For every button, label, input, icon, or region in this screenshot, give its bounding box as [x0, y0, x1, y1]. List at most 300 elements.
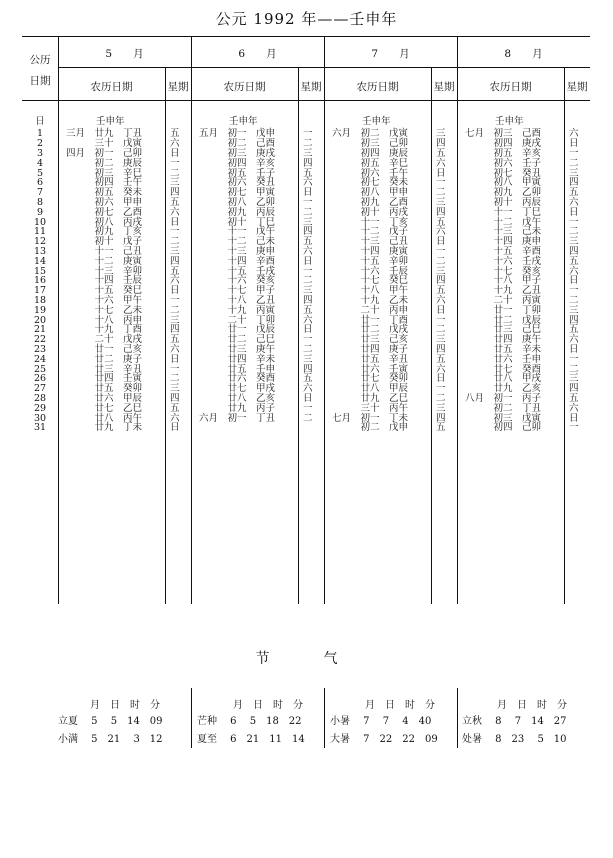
day-number: 14 [33, 256, 47, 267]
weekday: 四 [569, 315, 579, 326]
weekday: 五 [436, 285, 446, 296]
weekday: 六 [436, 364, 446, 375]
weekday: 四 [303, 158, 313, 169]
day-number: 7 [36, 187, 44, 198]
header-nongli-5: 农历日期 [90, 81, 133, 93]
day-column-header: 日 [35, 116, 45, 127]
lunar-date: 廿八 乙亥 [199, 393, 276, 404]
lunar-date: 四月 初一 己卯 [66, 148, 143, 159]
weekday: 五 [569, 256, 579, 267]
lunar-date: 廿二 戊戌 [332, 324, 409, 335]
weekday: 六 [303, 315, 313, 326]
lunar-date: 廿六 癸酉 [199, 373, 276, 384]
lunar-date: 十六 壬戌 [465, 256, 542, 267]
weekday: 六 [303, 383, 313, 394]
lunar-date: 初六 壬午 [332, 168, 409, 179]
lunar-date: 七月 初三 己酉 [465, 128, 542, 139]
lunar-date: 廿三 己巳 [465, 324, 542, 335]
lunar-date: 初二 丁丑 [465, 403, 542, 414]
divider-m6-m7 [324, 36, 325, 604]
header-month-7: 7 月 [371, 48, 410, 60]
lunar-date: 十四 庚申 [465, 236, 542, 247]
header-xingqi-6: 星期 [300, 81, 322, 93]
weekday: 六 [170, 413, 180, 424]
weekday: 一 [170, 158, 180, 169]
weekday: 日 [170, 354, 180, 365]
weekday: 三 [170, 383, 180, 394]
lunar-date: 十五 癸巳 [66, 285, 143, 296]
year-label: 壬申年 [229, 116, 258, 127]
day-number: 5 [36, 168, 44, 179]
lunar-date: 廿二 戊辰 [465, 315, 542, 326]
weekday: 五 [170, 403, 180, 414]
lunar-date: 初三 辛巳 [66, 168, 143, 179]
lunar-date: 初九 乙酉 [332, 197, 409, 208]
lunar-date: 初八 乙卯 [199, 197, 276, 208]
day-number: 9 [36, 207, 44, 218]
lunar-date: 十八 乙丑 [199, 295, 276, 306]
weekday: 一 [436, 383, 446, 394]
weekday: 日 [170, 217, 180, 228]
day-number: 12 [33, 236, 47, 247]
weekday: 五 [436, 217, 446, 228]
weekday: 三 [569, 168, 579, 179]
lunar-date: 廿一 己亥 [66, 344, 143, 355]
weekday: 一 [569, 422, 579, 433]
weekday: 五 [569, 187, 579, 198]
lunar-date: 三十 戊寅 [66, 138, 143, 149]
weekday: 二 [569, 295, 579, 306]
lunar-date: 廿五 癸卯 [66, 383, 143, 394]
day-number: 4 [36, 158, 44, 169]
day-number: 3 [36, 148, 44, 159]
lunar-date: 廿一 丁酉 [332, 315, 409, 326]
lunar-date: 六月 初二 戊寅 [332, 128, 409, 139]
lunar-date: 十二 己未 [199, 236, 276, 247]
weekday: 二 [569, 158, 579, 169]
lunar-date: 十二 戊午 [465, 217, 542, 228]
day-number: 21 [33, 324, 47, 335]
year-label: 壬申年 [362, 116, 391, 127]
weekday: 一 [569, 354, 579, 365]
lunar-date: 十一 戊午 [199, 226, 276, 237]
day-number: 30 [33, 413, 47, 424]
weekday: 四 [569, 246, 579, 257]
lunar-date: 十五 辛卯 [332, 256, 409, 267]
weekday: 四 [303, 226, 313, 237]
day-number: 23 [33, 344, 47, 355]
weekday: 四 [569, 177, 579, 188]
lunar-date: 初八 甲寅 [465, 177, 542, 188]
weekday: 五 [436, 354, 446, 365]
lunar-date: 十九 乙未 [332, 295, 409, 306]
lunar-date: 廿六 甲辰 [66, 393, 143, 404]
lunar-date: 廿一 丁卯 [465, 305, 542, 316]
jieqi-mangzhong: 芒种 6 5 18 22 [197, 716, 302, 727]
lunar-date: 三月 廿九 丁丑 [66, 128, 143, 139]
weekday: 二 [170, 373, 180, 384]
weekday: 二 [303, 207, 313, 218]
weekday: 日 [436, 373, 446, 384]
jieqi-col-header-2: 月 日 时 分 [233, 700, 303, 711]
lunar-date: 十二 戊子 [332, 226, 409, 237]
day-number: 19 [33, 305, 47, 316]
weekday: 五 [303, 168, 313, 179]
weekday: 三 [303, 148, 313, 159]
divider-m7-m8 [457, 36, 458, 604]
lunar-date: 初六 甲申 [66, 197, 143, 208]
weekday: 三 [436, 197, 446, 208]
lunar-date: 廿七 癸酉 [465, 364, 542, 375]
divider-m7-week [431, 67, 432, 604]
header-month-5: 5 月 [105, 48, 144, 60]
weekday: 日 [436, 236, 446, 247]
year-label: 壬申年 [495, 116, 524, 127]
lunar-date: 初十 丁巳 [199, 217, 276, 228]
lunar-date: 二十 丙申 [332, 305, 409, 316]
weekday: 二 [303, 413, 313, 424]
weekday: 二 [436, 256, 446, 267]
jieqi-col-header-4: 月 日 时 分 [497, 700, 567, 711]
weekday: 日 [569, 413, 579, 424]
day-number: 13 [33, 246, 47, 257]
day-number: 8 [36, 197, 44, 208]
lunar-date: 初六 壬子 [465, 158, 542, 169]
lunar-date: 廿六 壬寅 [332, 364, 409, 375]
weekday: 三 [303, 354, 313, 365]
day-number: 20 [33, 315, 47, 326]
lunar-date: 初二 戊申 [332, 422, 409, 433]
day-number: 25 [33, 364, 47, 375]
weekday: 一 [569, 285, 579, 296]
weekday: 六 [170, 207, 180, 218]
weekday: 三 [569, 236, 579, 247]
weekday: 日 [303, 187, 313, 198]
lunar-date: 十三 庚申 [199, 246, 276, 257]
lunar-date: 廿六 壬申 [465, 354, 542, 365]
lunar-date: 初十 丙辰 [465, 197, 542, 208]
divider-m6-week [298, 67, 299, 604]
weekday: 四 [170, 187, 180, 198]
jieqi-divider-1 [191, 688, 192, 748]
day-number: 24 [33, 354, 47, 365]
header-nongli-7: 农历日期 [356, 81, 399, 93]
jieqi-xiazhi: 夏至 6 21 11 14 [197, 734, 305, 745]
weekday: 六 [436, 158, 446, 169]
jieqi-col-header-1: 月 日 时 分 [90, 700, 160, 711]
jieqi-xiaoshu: 小暑 7 7 4 40 [330, 716, 432, 727]
jieqi-lixia: 立夏 5 5 14 09 [58, 716, 163, 727]
lunar-date: 十六 甲午 [66, 295, 143, 306]
weekday: 二 [170, 305, 180, 316]
jieqi-xiaoman: 小满 5 21 3 12 [58, 734, 163, 745]
lunar-date: 初三 己卯 [332, 138, 409, 149]
lunar-date: 廿四 庚子 [332, 344, 409, 355]
lunar-date: 初四 己卯 [465, 422, 542, 433]
weekday: 二 [436, 187, 446, 198]
lunar-date: 十三 辛卯 [66, 266, 143, 277]
day-number: 16 [33, 275, 47, 286]
lunar-date: 初三 戊寅 [465, 413, 542, 424]
day-number: 6 [36, 177, 44, 188]
weekday: 二 [436, 393, 446, 404]
lunar-date: 十八 甲午 [332, 285, 409, 296]
weekday: 二 [303, 138, 313, 149]
lunar-date: 初六 癸丑 [199, 177, 276, 188]
lunar-date: 十五 壬戌 [199, 266, 276, 277]
lunar-date: 十三 己未 [465, 226, 542, 237]
weekday: 一 [170, 364, 180, 375]
weekday: 三 [436, 334, 446, 345]
weekday: 六 [170, 344, 180, 355]
weekday: 一 [303, 403, 313, 414]
weekday: 五 [303, 373, 313, 384]
weekday: 五 [569, 324, 579, 335]
lunar-date: 八月 初一 丙子 [465, 393, 542, 404]
lunar-date: 十七 癸巳 [332, 275, 409, 286]
weekday: 三 [569, 305, 579, 316]
lunar-date: 廿八 丙午 [66, 413, 143, 424]
day-number: 10 [33, 217, 47, 228]
lunar-date: 廿五 辛未 [465, 344, 542, 355]
lunar-date: 廿九 乙巳 [332, 393, 409, 404]
lunar-date: 二十 丙寅 [465, 295, 542, 306]
weekday: 六 [303, 177, 313, 188]
lunar-date: 廿三 庚午 [199, 344, 276, 355]
lunar-date: 初九 乙卯 [465, 187, 542, 198]
day-number: 28 [33, 393, 47, 404]
lunar-date: 初七 乙酉 [66, 207, 143, 218]
weekday: 四 [569, 383, 579, 394]
lunar-date: 十八 甲子 [465, 275, 542, 286]
lunar-date: 十九 丙寅 [199, 305, 276, 316]
weekday: 四 [436, 344, 446, 355]
weekday: 五 [303, 236, 313, 247]
lunar-date: 初四 壬午 [66, 177, 143, 188]
jieqi-divider-3 [457, 688, 458, 748]
lunar-date: 十三 己丑 [332, 236, 409, 247]
weekday: 六 [569, 403, 579, 414]
lunar-date: 廿五 辛丑 [332, 354, 409, 365]
weekday: 三 [436, 403, 446, 414]
divider-m8-week [564, 67, 565, 604]
weekday: 日 [170, 148, 180, 159]
weekday: 四 [170, 324, 180, 335]
weekday: 六 [436, 295, 446, 306]
day-number: 27 [33, 383, 47, 394]
weekday: 六 [303, 246, 313, 257]
lunar-date: 十九 丁酉 [66, 324, 143, 335]
lunar-date: 廿七 癸卯 [332, 373, 409, 384]
weekday: 一 [170, 295, 180, 306]
header-xingqi-8: 星期 [566, 81, 588, 93]
day-number: 29 [33, 403, 47, 414]
day-number: 11 [33, 226, 47, 237]
lunar-date: 初七 癸丑 [465, 168, 542, 179]
lunar-date: 十七 癸亥 [465, 266, 542, 277]
weekday: 四 [170, 393, 180, 404]
lunar-date: 十六 癸亥 [199, 275, 276, 286]
jieqi-divider-2 [324, 688, 325, 748]
divider-day [58, 36, 59, 604]
lunar-date: 十五 辛酉 [465, 246, 542, 257]
header-bottom-rule [22, 100, 590, 101]
weekday: 日 [569, 275, 579, 286]
lunar-date: 二十 戊戌 [66, 334, 143, 345]
lunar-date: 初九 丙辰 [199, 207, 276, 218]
lunar-date: 十七 甲子 [199, 285, 276, 296]
weekday: 日 [569, 207, 579, 218]
lunar-date: 十四 辛酉 [199, 256, 276, 267]
lunar-date: 三十 丙午 [332, 403, 409, 414]
weekday: 一 [303, 266, 313, 277]
weekday: 六 [436, 226, 446, 237]
header-month-6: 6 月 [238, 48, 277, 60]
weekday: 日 [170, 422, 180, 433]
day-number: 17 [33, 285, 47, 296]
lunar-date: 初八 甲申 [332, 187, 409, 198]
weekday: 三 [170, 315, 180, 326]
lunar-date: 廿四 庚午 [465, 334, 542, 345]
jieqi-chushu: 处暑 8 23 5 10 [462, 734, 567, 745]
lunar-date: 廿九 乙亥 [465, 383, 542, 394]
lunar-date: 初七 甲寅 [199, 187, 276, 198]
lunar-date: 初二 己酉 [199, 138, 276, 149]
lunar-date: 初五 癸未 [66, 187, 143, 198]
weekday: 三 [436, 266, 446, 277]
day-number: 22 [33, 334, 47, 345]
lunar-date: 廿八 甲戌 [465, 373, 542, 384]
header-nongli-8: 农历日期 [489, 81, 532, 93]
weekday: 日 [569, 344, 579, 355]
weekday: 一 [436, 246, 446, 257]
weekday: 四 [436, 138, 446, 149]
weekday: 二 [303, 344, 313, 355]
lunar-date: 廿九 丁未 [66, 422, 143, 433]
divider-m5-m6 [191, 36, 192, 604]
lunar-date: 廿七 乙巳 [66, 403, 143, 414]
weekday: 五 [569, 393, 579, 404]
weekday: 四 [436, 413, 446, 424]
weekday: 二 [569, 364, 579, 375]
header-xingqi-7: 星期 [433, 81, 455, 93]
weekday: 二 [170, 236, 180, 247]
lunar-date: 初九 丁亥 [66, 226, 143, 237]
lunar-date: 廿九 丙子 [199, 403, 276, 414]
weekday: 六 [569, 266, 579, 277]
weekday: 三 [303, 285, 313, 296]
divider-m5-week [165, 67, 166, 604]
weekday: 一 [569, 217, 579, 228]
lunar-date: 十四 庚寅 [332, 246, 409, 257]
weekday: 六 [569, 197, 579, 208]
lunar-date: 廿三 己亥 [332, 334, 409, 345]
header-month-8: 8 月 [504, 48, 543, 60]
lunar-date: 廿五 壬申 [199, 364, 276, 375]
lunar-date: 十六 壬辰 [332, 266, 409, 277]
lunar-date: 二十 丁卯 [199, 315, 276, 326]
lunar-date: 廿二 己巳 [199, 334, 276, 345]
lunar-date: 十八 丙申 [66, 315, 143, 326]
weekday: 五 [170, 334, 180, 345]
weekday: 一 [170, 226, 180, 237]
lunar-date: 初五 辛亥 [465, 148, 542, 159]
lunar-date: 初八 丙戌 [66, 217, 143, 228]
weekday: 三 [170, 177, 180, 188]
weekday: 五 [170, 266, 180, 277]
weekday: 一 [569, 148, 579, 159]
lunar-date: 初二 庚辰 [66, 158, 143, 169]
lunar-date: 廿四 辛未 [199, 354, 276, 365]
weekday: 五 [170, 128, 180, 139]
weekday: 日 [170, 285, 180, 296]
weekday: 一 [436, 177, 446, 188]
weekday: 五 [436, 148, 446, 159]
weekday: 三 [569, 373, 579, 384]
lunar-date: 廿一 戊辰 [199, 324, 276, 335]
weekday: 日 [303, 393, 313, 404]
weekday: 三 [436, 128, 446, 139]
lunar-date: 十九 乙丑 [465, 285, 542, 296]
weekday: 日 [303, 324, 313, 335]
day-number: 31 [33, 422, 47, 433]
lunar-date: 十一 丁亥 [332, 217, 409, 228]
weekday: 三 [170, 246, 180, 257]
weekday: 二 [170, 168, 180, 179]
day-number: 15 [33, 266, 47, 277]
lunar-date: 初五 辛巳 [332, 158, 409, 169]
year-label: 壬申年 [96, 116, 125, 127]
header-gongli: 公历 [29, 54, 51, 66]
weekday: 日 [569, 138, 579, 149]
weekday: 一 [303, 128, 313, 139]
lunar-date: 十七 乙未 [66, 305, 143, 316]
weekday: 四 [303, 364, 313, 375]
lunar-date: 六月 初一 丁丑 [199, 413, 276, 424]
lunar-date: 廿三 辛丑 [66, 364, 143, 375]
lunar-date: 十四 壬辰 [66, 275, 143, 286]
header-nongli-6: 农历日期 [223, 81, 266, 93]
weekday: 六 [569, 334, 579, 345]
weekday: 三 [303, 217, 313, 228]
weekday: 二 [436, 324, 446, 335]
weekday: 二 [303, 275, 313, 286]
lunar-date: 廿四 壬寅 [66, 373, 143, 384]
header-xingqi-5: 星期 [167, 81, 189, 93]
weekday: 日 [436, 305, 446, 316]
day-number: 18 [33, 295, 47, 306]
weekday: 五 [436, 422, 446, 433]
weekday: 一 [303, 334, 313, 345]
day-number: 1 [36, 128, 44, 139]
lunar-date: 初五 壬子 [199, 168, 276, 179]
jieqi-col-header-3: 月 日 时 分 [365, 700, 435, 711]
lunar-date: 廿八 甲辰 [332, 383, 409, 394]
lunar-date: 初十 戊子 [66, 236, 143, 247]
weekday: 四 [303, 295, 313, 306]
weekday: 四 [436, 275, 446, 286]
weekday: 二 [569, 226, 579, 237]
lunar-date: 初四 庚戌 [465, 138, 542, 149]
weekday: 四 [436, 207, 446, 218]
lunar-date: 初四 辛亥 [199, 158, 276, 169]
weekday: 五 [303, 305, 313, 316]
jieqi-liqiu: 立秋 8 7 14 27 [462, 716, 567, 727]
lunar-date: 五月 初一 戊申 [199, 128, 276, 139]
lunar-date: 十二 庚寅 [66, 256, 143, 267]
table-top-rule [22, 36, 590, 37]
lunar-date: 初七 癸未 [332, 177, 409, 188]
